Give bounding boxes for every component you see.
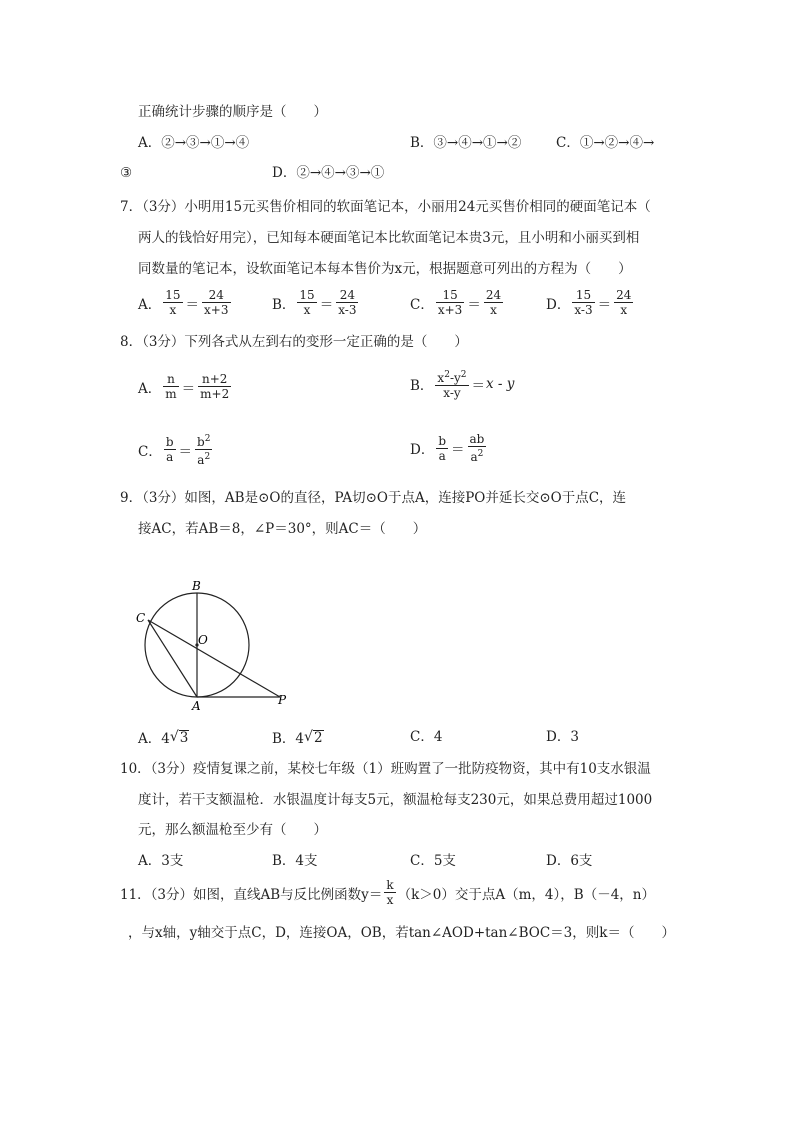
numerator: 24	[202, 288, 230, 303]
q10-line-3: 元，那么额温枪至少有（ ）	[138, 822, 327, 838]
q9-option-c: C．4	[410, 729, 443, 745]
numerator: k	[386, 878, 394, 892]
label-o: O	[198, 633, 208, 647]
q7-option-b	[272, 288, 360, 317]
denominator: $a^2$	[470, 449, 484, 464]
denominator: a	[166, 450, 174, 464]
q8-option-d	[410, 432, 488, 464]
numerator: 24	[616, 288, 632, 302]
q9-line-2: 接AC，若AB＝8，∠P＝30°，则AC＝（ ）	[138, 521, 427, 537]
fraction	[468, 432, 487, 464]
q9-option-b: B．4 √ 2	[272, 729, 323, 747]
rhs-expression: x - y	[486, 376, 515, 392]
q11-line-2: ，与x轴，y轴交于点C，D，连接OA，OB，若tan∠AOD+tan∠BOC＝3，则k＝（ ）	[128, 925, 675, 941]
option-label: C．	[410, 296, 434, 313]
fraction	[164, 435, 176, 464]
option-label: B．	[272, 296, 296, 313]
q6-option-b: B．③→④→①→②	[410, 135, 522, 151]
q11-pre: 11．（3分）如图，直线AB与反比例函数y＝	[120, 886, 383, 903]
q8-option-b	[410, 368, 514, 400]
fraction	[614, 288, 633, 317]
q10-option-a: A．3支	[138, 853, 184, 869]
fraction	[572, 288, 594, 317]
fraction	[195, 432, 212, 467]
q10-line-1: 10．（3分）疫情复课之前，某校七年级（1）班购置了一批防疫物资，其中有10支水银温	[120, 761, 651, 777]
q7-option-a	[138, 288, 233, 317]
option-label: D．	[546, 296, 571, 313]
denominator: x	[620, 303, 628, 317]
denominator: m	[165, 387, 177, 401]
line-pc	[148, 620, 280, 697]
q10-option-c: C．5支	[410, 853, 456, 869]
q11-line-1	[120, 878, 655, 907]
denominator: a	[438, 448, 446, 463]
denominator: x	[386, 893, 394, 907]
fraction	[297, 288, 316, 317]
numerator: b	[165, 435, 174, 449]
q9-option-a: A．4 √ 3	[138, 729, 189, 747]
numerator: $x^2-y^2$	[437, 370, 467, 385]
numerator: 24	[485, 288, 502, 302]
line-ac	[148, 620, 197, 697]
denominator: x	[490, 303, 497, 317]
fraction	[163, 372, 178, 401]
q10-option-b: B．4支	[272, 853, 318, 869]
q7-line-1: 7．（3分）小明用15元买售价相同的软面笔记本，小丽用24元买售价相同的硬面笔记本（	[120, 199, 651, 215]
equals-sign: ＝	[597, 296, 612, 313]
option-label: A．	[138, 296, 162, 313]
q6-option-c-cont: ③	[120, 165, 133, 181]
q7-line-2: 两人的钱恰好用完），已知每本硬面笔记本比软面笔记本贵3元，且小明和小丽买到相	[138, 230, 640, 246]
label-c: C	[136, 611, 146, 625]
fraction	[202, 288, 230, 317]
option-label: A．	[138, 380, 162, 397]
q8-option-c	[138, 432, 214, 467]
label-a: A	[192, 699, 201, 713]
label-b: B	[192, 579, 201, 593]
numerator: b	[438, 433, 447, 448]
denominator: x-3	[574, 303, 593, 317]
radicand: 3	[179, 729, 189, 746]
q9-line-1: 9．（3分）如图，AB是⊙O的直径，PA切⊙O于点A，连接PO并延长交⊙O于点C，连	[120, 490, 627, 506]
q7-line-3: 同数量的笔记本，设软面笔记本每本售价为x元，根据题意可列出的方程为（ ）	[138, 261, 632, 277]
option-label: D．	[410, 442, 435, 458]
radicand: 2	[313, 729, 323, 746]
fraction	[336, 288, 358, 317]
option-label: C．	[138, 443, 162, 460]
denominator: m+2	[200, 387, 230, 401]
q10-line-2: 度计，若干支额温枪．水银温度计每支5元，额温枪每支230元，如果总费用超过1000	[138, 792, 653, 808]
denominator: x-y	[443, 386, 461, 400]
fraction	[384, 878, 395, 907]
numerator: n	[163, 372, 178, 387]
numerator: ab	[469, 432, 485, 446]
numerator: $b^2$	[197, 434, 211, 449]
denominator: x	[303, 303, 311, 317]
fraction	[484, 288, 503, 317]
q7-option-c	[410, 288, 505, 317]
numerator: 15	[436, 288, 464, 303]
fraction	[436, 434, 448, 463]
q10-option-d: D．6支	[546, 853, 593, 869]
equals-sign: ＝	[319, 296, 334, 313]
label-p: P	[278, 693, 287, 707]
equals-sign: ＝	[467, 296, 481, 313]
q8-stem: 8．（3分）下列各式从左到右的变形一定正确的是（ ）	[120, 334, 468, 350]
fraction	[436, 288, 464, 317]
numerator: 15	[572, 288, 594, 303]
fraction	[163, 288, 182, 317]
denominator: x+3	[437, 303, 463, 317]
equals-sign: ＝	[178, 443, 193, 460]
q6-option-c: C．①→②→④→	[556, 135, 655, 151]
numerator: 15	[299, 288, 315, 302]
equals-sign: ＝	[451, 442, 465, 458]
option-label: B．	[410, 378, 434, 394]
q6-option-d: D．②→④→③→①	[272, 165, 385, 181]
fraction	[198, 372, 231, 401]
q9-figure	[130, 578, 300, 713]
q11-post: （k＞0）交于点A（m，4），B（－4，n）	[397, 886, 655, 903]
fraction	[435, 368, 468, 400]
q9-option-d: D．3	[546, 729, 579, 745]
denominator: x-3	[338, 303, 357, 317]
equals-sign: ＝	[181, 380, 196, 397]
denominator: x	[169, 303, 177, 317]
q6-tail: 正确统计步骤的顺序是（ ）	[138, 104, 327, 120]
denominator: $a^2$	[197, 452, 211, 467]
numerator: 15	[165, 288, 181, 302]
q6-option-a: A．②→③→①→④	[138, 135, 250, 151]
denominator: x+3	[204, 303, 229, 317]
numerator: n+2	[198, 372, 231, 387]
numerator: 24	[336, 288, 358, 303]
equals-sign: ＝	[471, 378, 486, 394]
equals-sign: ＝	[185, 296, 200, 313]
q7-option-d	[546, 288, 635, 317]
q8-option-a	[138, 372, 233, 401]
